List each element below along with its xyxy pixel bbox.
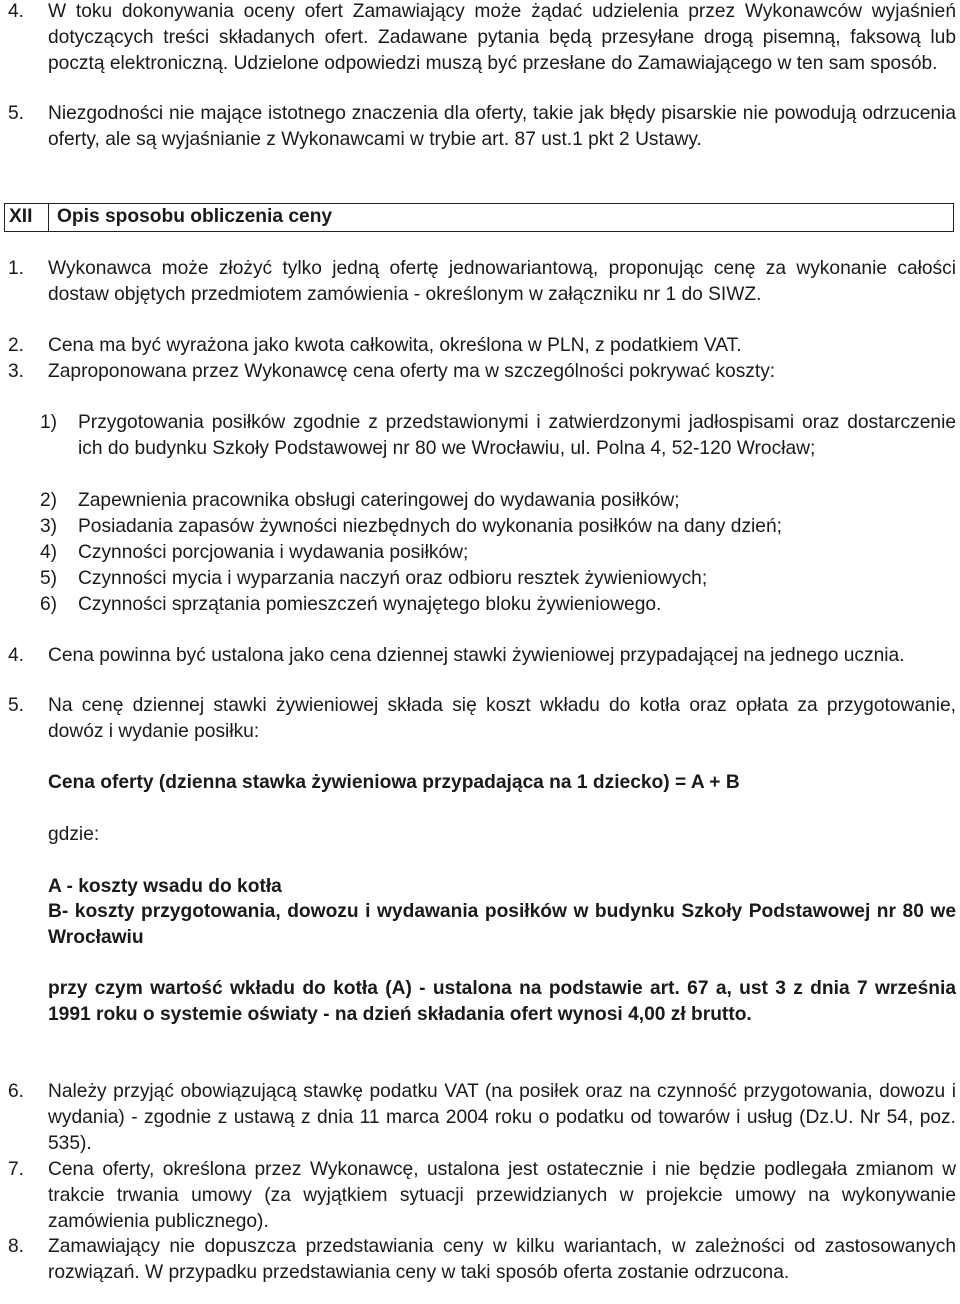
item-text: Niezgodności nie mające istotnego znaczenia dla oferty, takie jak błędy pisarskie nie powodują odrzucenia oferty, ale są wyjaśnianie z Wykonawcami w trybie art. 87 ust.1 pkt 2 Ustawy. xyxy=(48,103,956,150)
item-number: 4. xyxy=(8,1,25,22)
section-title: Opis sposobu obliczenia ceny xyxy=(57,206,333,227)
item-number: 6. xyxy=(8,1081,25,1102)
item-text: Należy przyjąć obowiązującą stawkę podatku VAT (na posiłek oraz na czynność przygotowania, dowozu i wydania) - zgodnie z ustawą z dnia 11 marca 2004 roku o podatku od towarów i usług (Dz.U. Nr 54, poz. 535). xyxy=(48,1081,956,1154)
sub-item-number: 4) xyxy=(40,542,58,563)
sub-item-number: 2) xyxy=(40,490,58,511)
sub-item-text: Czynności mycia i wyparzania naczyń oraz odbioru resztek żywieniowych; xyxy=(78,568,708,589)
item-number: 5. xyxy=(8,695,25,716)
item-text: W toku dokonywania oceny ofert Zamawiający może żądać udzielenia przez Wykonawców wyjaśnień dotyczących treści składanych ofert. Zadawane pytania będą przesyłane drogą pisemną, faksową lub pocztą elektroniczną. Udzielone odpowiedzi muszą być przesłane do Zamawiającego w ten sam sposób. xyxy=(48,1,956,74)
formula-b-definition: B- koszty przygotowania, dowozu i wydawania posiłków w budynku Szkoły Podstawowej nr 80 we Wrocławiu xyxy=(48,901,956,948)
section-header xyxy=(4,203,954,232)
item-number: 1. xyxy=(8,258,25,279)
item-number: 4. xyxy=(8,645,25,666)
item-text: Cena powinna być ustalona jako cena dziennej stawki żywieniowej przypadającej na jednego ucznia. xyxy=(48,645,905,666)
sub-item-number: 6) xyxy=(40,594,58,615)
item-text: Cena ma być wyrażona jako kwota całkowita, określona w PLN, z podatkiem VAT. xyxy=(48,335,742,356)
item-text: Na cenę dziennej stawki żywieniowej składa się koszt wkładu do kotła oraz opłata za przygotowanie, dowóz i wydanie posiłku: xyxy=(48,695,956,742)
formula-a-definition: A - koszty wsadu do kotła xyxy=(48,876,282,897)
section-number: XII xyxy=(9,206,33,227)
sub-item-number: 3) xyxy=(40,516,58,537)
item-number: 2. xyxy=(8,335,25,356)
sub-item-text: Czynności sprzątania pomieszczeń wynajętego bloku żywieniowego. xyxy=(78,594,662,615)
sub-item-number: 5) xyxy=(40,568,58,589)
item-number: 3. xyxy=(8,361,25,382)
section-divider xyxy=(48,204,49,231)
item-text: Wykonawca może złożyć tylko jedną ofertę jednowariantową, proponując cenę za wykonanie całości dostaw objętych przedmiotem zamówienia - określonym w załączniku nr 1 do SIWZ. xyxy=(48,258,956,305)
sub-item-text: Zapewnienia pracownika obsługi cateringowej do wydawania posiłków; xyxy=(78,490,680,511)
sub-item-text: Czynności porcjowania i wydawania posiłków; xyxy=(78,542,469,563)
formula-where-label: gdzie: xyxy=(48,824,100,845)
item-text: Zamawiający nie dopuszcza przedstawiania ceny w kilku wariantach, w zależności od zastosowanych rozwiązań. W przypadku przedstawiania ceny w taki sposób oferta zostanie odrzucona. xyxy=(48,1236,956,1283)
item-number: 8. xyxy=(8,1236,25,1257)
price-formula: Cena oferty (dzienna stawka żywieniowa przypadająca na 1 dziecko) = A + B xyxy=(48,772,740,793)
item-number: 5. xyxy=(8,103,25,124)
formula-note: przy czym wartość wkładu do kotła (A) - ustalona na podstawie art. 67 a, ust 3 z dnia 7 września 1991 roku o systemie oświaty - na dzień składania ofert wynosi 4,00 zł brutto. xyxy=(48,978,956,1025)
item-text: Zaproponowana przez Wykonawcę cena oferty ma w szczególności pokrywać koszty: xyxy=(48,361,776,382)
item-text: Cena oferty, określona przez Wykonawcę, ustalona jest ostatecznie i nie będzie podlegała zmianom w trakcie trwania umowy (za wyjątkiem sytuacji przewidzianych w projekcie umowy na wykonywanie zamówienia publicznego). xyxy=(48,1159,956,1232)
sub-item-text: Posiadania zapasów żywności niezbędnych do wykonania posiłków na dany dzień; xyxy=(78,516,782,537)
sub-item-text: Przygotowania posiłków zgodnie z przedstawionymi i zatwierdzonymi jadłospisami oraz dostarczenie ich do budynku Szkoły Podstawowej nr 80 we Wrocławiu, ul. Polna 4, 52-120 Wrocław; xyxy=(78,412,956,459)
item-number: 7. xyxy=(8,1159,25,1180)
sub-item-number: 1) xyxy=(40,412,58,433)
